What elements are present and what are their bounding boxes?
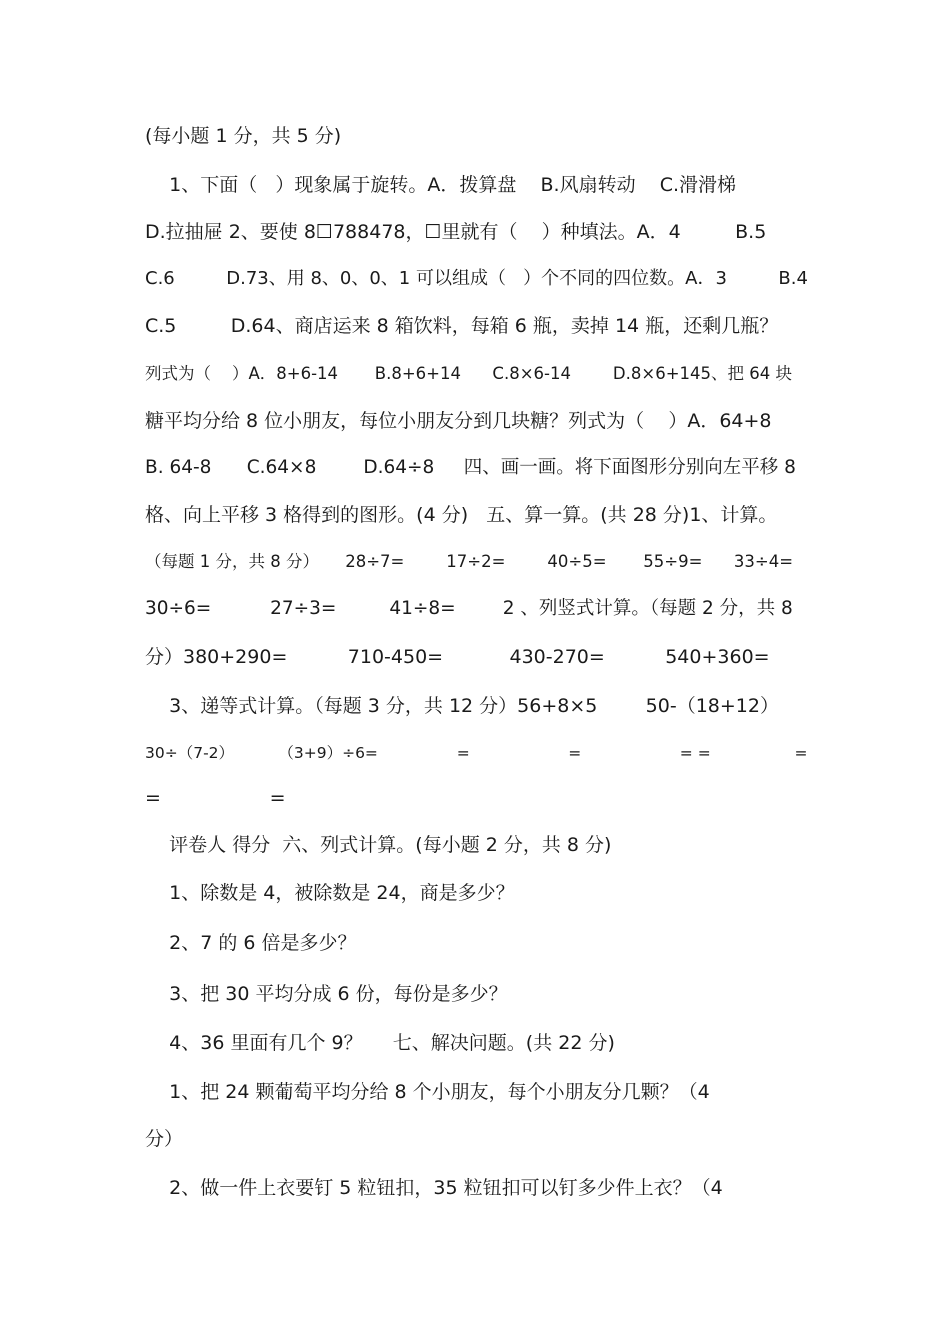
text-line: 1、除数是 4，被除数是 24，商是多少？ <box>145 882 515 904</box>
text-line: 2、做一件上衣要钉 5 粒钮扣，35 粒钮扣可以钉多少件上衣？（4 <box>145 1177 723 1199</box>
text-line: 分） <box>145 1128 184 1150</box>
text-line: 评卷人 得分 六、列式计算。(每小题 2 分，共 8 分) <box>145 834 612 856</box>
text-line: B. 64-8 C.64×8 D.64÷8 四、画一画。将下面图形分别向左平移 8 <box>145 457 796 478</box>
text-line: （每题 1 分，共 8 分） 28÷7= 17÷2= 40÷5= 55÷9= 33÷4= <box>145 552 794 571</box>
text-line: D.拉抽屉 2、要使 8☐788478，☐里就有（ ）种填法。A．4 B.5 <box>145 221 767 243</box>
text-line: 分）380+290= 710-450= 430-270= 540+360= <box>145 646 770 668</box>
text-line: 格、向上平移 3 格得到的图形。(4 分) 五、算一算。(共 28 分)1、计算。 <box>145 504 778 526</box>
text-line: 30÷（7-2） （3+9）÷6= = = = = = <box>145 744 808 762</box>
text-line: C.6 D.73、用 8、0、0、1 可以组成（ ）个不同的四位数。A．3 B.4 <box>145 268 808 289</box>
text-line: 3、把 30 平均分成 6 份，每份是多少？ <box>145 983 508 1005</box>
text-line: 30÷6= 27÷3= 41÷8= 2 、列竖式计算。（每题 2 分，共 8 <box>145 598 793 619</box>
text-line: 4、36 里面有几个 9？ 七、解决问题。(共 22 分) <box>145 1032 615 1054</box>
text-line: 3、递等式计算。（每题 3 分，共 12 分）56+8×5 50-（18+12） <box>145 695 779 717</box>
text-line: C.5 D.64、商店运来 8 箱饮料，每箱 6 瓶，卖掉 14 瓶，还剩几瓶？ <box>145 315 779 337</box>
text-line: 糖平均分给 8 位小朋友，每位小朋友分到几块糖？列式为（ ）A．64+8 <box>145 410 772 432</box>
text-line: = = <box>145 787 286 809</box>
text-line: 列式为（ ）A．8+6-14 B.8+6+14 C.8×6-14 D.8×6+145、把 64 块 <box>145 364 792 383</box>
text-line: 1、把 24 颗葡萄平均分给 8 个小朋友，每个小朋友分几颗？（4 <box>145 1081 710 1103</box>
text-line: 1、下面（ ）现象属于旋转。A．拨算盘 B.风扇转动 C.滑滑梯 <box>145 174 737 196</box>
text-line: (每小题 1 分，共 5 分) <box>145 125 342 147</box>
text-line: 2、7 的 6 倍是多少？ <box>145 932 357 954</box>
